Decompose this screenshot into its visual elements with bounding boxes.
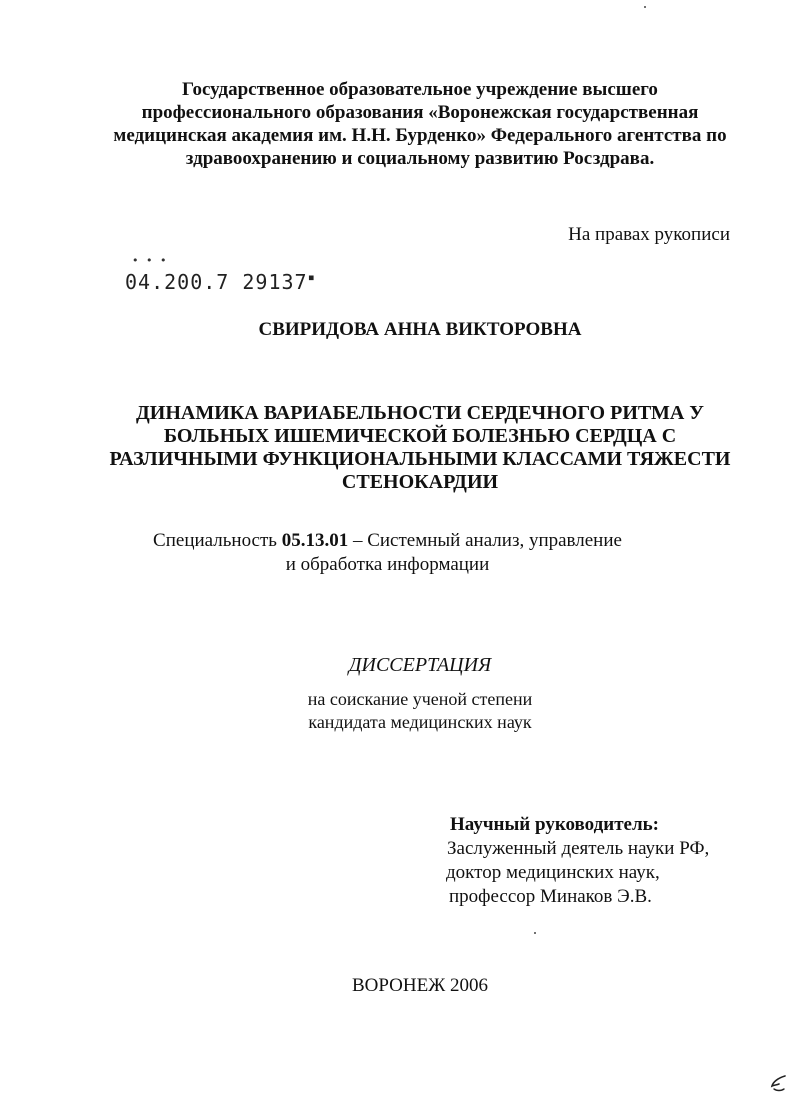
specialty-line-2: и обработка информации: [285, 554, 490, 575]
supervisor-line: доктор медицинских наук,: [446, 862, 660, 883]
title-line: РАЗЛИЧНЫМИ ФУНКЦИОНАЛЬНЫМИ КЛАССАМИ ТЯЖЕСТИ: [109, 448, 731, 470]
institution-line: профессионального образования «Воронежская государственная: [141, 102, 699, 123]
archive-stamp-marks: • • •: [132, 254, 169, 267]
scan-speck: [534, 932, 536, 934]
supervisor-line: Заслуженный деятель науки РФ,: [447, 838, 710, 859]
degree-line-1: на соискание ученой степени: [307, 689, 533, 709]
institution-line: здравоохранению и социальному развитию Росздрава.: [185, 148, 655, 169]
specialty-code: 05.13.01: [281, 530, 349, 551]
archive-stamp-number: [125, 270, 316, 294]
manuscript-rights-note: На правах рукописи: [568, 224, 730, 245]
title-line: ДИНАМИКА ВАРИАБЕЛЬНОСТИ СЕРДЕЧНОГО РИТМА У: [136, 402, 704, 424]
specialty-prefix: Специальность: [153, 530, 282, 551]
supervisor-block: [443, 813, 763, 909]
archive-stamp-text: 04.200.7 29137: [125, 270, 308, 294]
specialty-name: – Системный анализ, управление: [348, 530, 622, 551]
document-type: ДИССЕРТАЦИЯ: [348, 654, 492, 676]
degree-line-2: кандидата медицинских наук: [308, 712, 532, 732]
stamp-dash-mark: ▪: [307, 270, 316, 284]
scan-speck: [644, 6, 646, 8]
author-name: СВИРИДОВА АННА ВИКТОРОВНА: [258, 319, 582, 340]
institution-heading: [80, 78, 760, 170]
institution-line: Государственное образовательное учреждение высшего: [182, 79, 658, 100]
dissertation-title: [100, 402, 740, 494]
specialty-block: [100, 529, 675, 577]
title-line: БОЛЬНЫХ ИШЕМИЧЕСКОЙ БОЛЕЗНЬЮ СЕРДЦА С: [163, 425, 677, 447]
title-line: СТЕНОКАРДИИ: [341, 471, 499, 493]
supervisor-line: профессор Минаков Э.В.: [449, 886, 652, 907]
institution-line: медицинская академия им. Н.Н. Бурденко» Федерального агентства по: [113, 125, 727, 146]
degree-block: [100, 688, 740, 734]
specialty-line-1: [100, 529, 675, 553]
supervisor-heading: Научный руководитель:: [450, 814, 659, 835]
city-year: ВОРОНЕЖ 2006: [351, 975, 488, 996]
pen-mark: [768, 1073, 788, 1095]
